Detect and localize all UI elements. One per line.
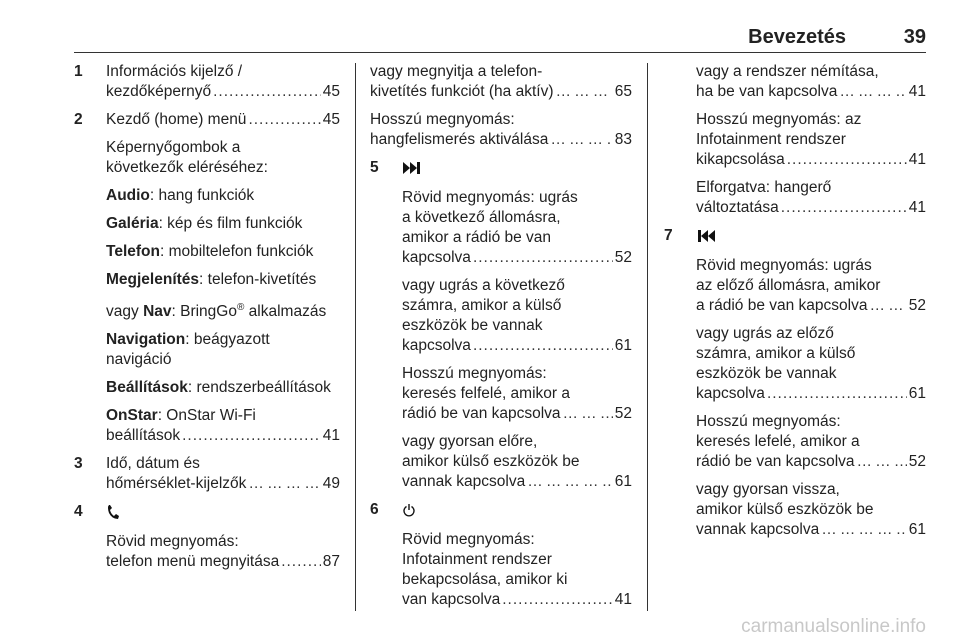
entry-2-intro <box>74 138 340 178</box>
line-text: vannak kapcsolva <box>696 521 820 538</box>
keyword: Megjelenítés <box>106 271 200 288</box>
toc-line <box>696 198 926 218</box>
phone-icon <box>106 504 120 520</box>
line-text: vagy megnyitja a telefon- <box>370 63 543 80</box>
keyword: Telefon <box>106 243 160 260</box>
line-text: kivetítés funkciót (ha aktív) <box>370 83 554 100</box>
toc-line <box>696 452 926 472</box>
line-text: kapcsolva <box>402 337 471 354</box>
column-divider <box>355 63 356 611</box>
toc-line <box>402 248 632 268</box>
line-text: vagy gyorsan előre, <box>402 433 538 450</box>
page-ref: 83 <box>614 131 632 148</box>
entry-number: 3 <box>74 455 83 473</box>
line-text: amikor külső eszközök be <box>402 453 580 470</box>
line-text: Hosszú megnyomás: az <box>696 111 862 128</box>
entry-text: Információs kijelző / <box>106 63 243 80</box>
entry-4-desc <box>74 532 340 572</box>
dot-leader <box>857 452 907 472</box>
entry-number: 4 <box>74 503 83 521</box>
line-text: vagy a rendszer némítása, <box>696 63 879 80</box>
entry-text: Idő, dátum és <box>106 455 200 473</box>
entry-text: Képernyőgombok a <box>106 139 241 156</box>
toc-line <box>106 426 340 446</box>
page-ref: 61 <box>614 473 632 490</box>
page-ref: 41 <box>908 83 926 100</box>
paragraph <box>370 364 632 424</box>
page-ref: 52 <box>614 249 632 266</box>
toc-line <box>106 474 340 494</box>
dot-leader <box>502 590 613 610</box>
item-beallitasok <box>74 378 340 398</box>
line-text: Rövid megnyomás: ugrás <box>696 257 872 274</box>
page-ref: 87 <box>322 553 340 571</box>
watermark: carmanualsonline.info <box>741 616 926 637</box>
paragraph <box>664 62 926 102</box>
page-ref: 52 <box>908 453 926 470</box>
page-ref: 49 <box>322 475 340 493</box>
page-number: 39 <box>903 26 926 48</box>
item-galeria <box>74 214 340 234</box>
line-text: Rövid megnyomás: ugrás <box>402 189 578 206</box>
entry-text: következők eléréséhez: <box>106 159 268 176</box>
toc-line <box>696 296 926 316</box>
entry-text: Kezdő (home) menü <box>106 111 247 128</box>
paragraph <box>370 110 632 150</box>
page-ref: 61 <box>908 521 926 538</box>
dot-leader <box>213 82 321 102</box>
page-header <box>74 0 926 53</box>
page-ref: 65 <box>614 83 632 100</box>
entry-2 <box>74 110 340 130</box>
dot-leader <box>563 404 613 424</box>
page-ref: 41 <box>322 427 340 445</box>
item-megjelenites <box>74 270 340 290</box>
toc-line <box>696 82 926 102</box>
entry-number: 5 <box>370 159 379 176</box>
line-text: az előző állomásra, amikor <box>696 277 881 294</box>
item-text: : beágyazott <box>185 331 270 349</box>
dot-leader <box>527 472 613 492</box>
line-text: számra, amikor a külső <box>696 345 856 362</box>
line-text: amikor külső eszközök be <box>696 501 874 518</box>
toc-line <box>696 520 926 540</box>
item-text: : kép és film funkciók <box>158 215 303 232</box>
line-text: rádió be van kapcsolva <box>696 453 855 470</box>
item-telefon <box>74 242 340 262</box>
line-text: változtatása <box>696 199 779 216</box>
item-text: : OnStar Wi-Fi <box>157 407 256 425</box>
entry-7 <box>664 226 926 246</box>
previous-track-icon <box>696 229 716 243</box>
entry-1 <box>74 62 340 102</box>
item-text: : rendszerbeállítások <box>187 379 331 397</box>
line-text: keresés felfelé, amikor a <box>402 385 570 402</box>
page-ref: 41 <box>908 151 926 168</box>
item-text: navigáció <box>106 351 172 369</box>
line-text: vagy ugrás a következő <box>402 277 565 294</box>
paragraph <box>370 188 632 268</box>
dot-leader <box>473 336 613 356</box>
line-text: eszközök be vannak <box>402 317 543 334</box>
item-text: beállítások <box>106 427 181 445</box>
line-text: vannak kapcsolva <box>402 473 526 490</box>
item-audio <box>74 186 340 206</box>
toc-line <box>402 590 632 610</box>
entry-number: 1 <box>74 63 83 80</box>
line-text: kikapcsolása <box>696 151 785 168</box>
toc-line <box>402 404 632 424</box>
line-text: hangfelismerés aktiválása <box>370 131 549 148</box>
line-text: kapcsolva <box>402 249 471 266</box>
line-text: Hosszú megnyomás: <box>402 365 547 382</box>
entry-text: kezdőképernyő <box>106 83 212 100</box>
line-text: Hosszú megnyomás: <box>696 413 841 430</box>
line-text: Infotainment rendszer <box>696 131 846 148</box>
page-ref: 45 <box>322 111 340 128</box>
entry-number: 2 <box>74 111 83 128</box>
paragraph <box>370 530 632 610</box>
line-text: bekapcsolása, amikor ki <box>402 571 568 588</box>
dot-leader <box>182 426 321 446</box>
line-text: ha be van kapcsolva <box>696 83 838 100</box>
item-text: : mobiltelefon funkciók <box>159 243 314 260</box>
entry-text: hőmérséklet-kijelzők <box>106 475 247 493</box>
paragraph <box>664 480 926 540</box>
paragraph <box>664 412 926 472</box>
dot-leader <box>781 198 907 218</box>
toc-line <box>106 110 340 130</box>
dot-leader <box>767 384 907 404</box>
paragraph <box>370 276 632 356</box>
line-text: a következő állomásra, <box>402 209 561 226</box>
item-onstar <box>74 406 340 446</box>
entry-4 <box>74 502 340 522</box>
keyword: Galéria <box>106 215 159 232</box>
keyword: Navigation <box>106 331 186 349</box>
page-ref: 52 <box>614 405 632 422</box>
paragraph <box>664 256 926 316</box>
page-ref: 41 <box>614 591 632 608</box>
next-track-icon <box>402 161 422 175</box>
line-text: eszközök be vannak <box>696 365 837 382</box>
entry-text: telefon menü megnyitása <box>106 553 280 571</box>
item-navigation <box>74 330 340 370</box>
entry-6 <box>370 500 632 520</box>
dot-leader <box>281 552 321 572</box>
dot-leader <box>839 82 906 102</box>
line-text: vagy gyorsan vissza, <box>696 481 840 498</box>
page-ref: 52 <box>908 297 926 314</box>
column-left <box>74 62 340 580</box>
line-text: vagy ugrás az előző <box>696 325 834 342</box>
page-ref: 61 <box>908 385 926 402</box>
keyword: OnStar <box>106 407 158 425</box>
keyword: Beállítások <box>106 379 188 397</box>
line-text: számra, amikor a külső <box>402 297 562 314</box>
item-text: alkalmazás <box>244 303 327 321</box>
line-text: amikor a rádió be van <box>402 229 552 246</box>
paragraph <box>664 178 926 218</box>
page-ref: 41 <box>908 199 926 216</box>
dot-leader <box>869 296 906 316</box>
line-text: Elforgatva: hangerő <box>696 179 832 196</box>
toc-line <box>696 150 926 170</box>
entry-3 <box>74 454 340 494</box>
dot-leader <box>248 110 320 130</box>
entry-number: 7 <box>664 227 673 244</box>
line-text: a rádió be van kapcsolva <box>696 297 868 314</box>
line-text: kapcsolva <box>696 385 765 402</box>
paragraph <box>664 110 926 170</box>
column-middle <box>370 62 632 618</box>
toc-line <box>402 336 632 356</box>
line-text: Infotainment rendszer <box>402 551 552 568</box>
dot-leader <box>556 82 613 102</box>
column-divider <box>647 63 648 611</box>
page-ref: 61 <box>614 337 632 354</box>
paragraph <box>370 62 632 102</box>
page-ref: 45 <box>322 83 340 100</box>
toc-line <box>370 130 632 150</box>
dot-leader <box>787 150 907 170</box>
dot-leader <box>821 520 907 540</box>
line-text: Rövid megnyomás: <box>402 531 535 548</box>
keyword: Nav <box>143 303 172 321</box>
item-text: vagy <box>106 303 144 321</box>
toc-line <box>402 472 632 492</box>
paragraph <box>664 324 926 404</box>
paragraph <box>370 432 632 492</box>
entry-number: 6 <box>370 501 379 518</box>
toc-line <box>370 82 632 102</box>
item-text: : hang funkciók <box>149 187 255 204</box>
entry-text: Rövid megnyomás: <box>106 533 239 551</box>
toc-line <box>106 552 340 572</box>
toc-line <box>696 384 926 404</box>
line-text: Hosszú megnyomás: <box>370 111 515 128</box>
entry-5 <box>370 158 632 178</box>
dot-leader <box>473 248 613 268</box>
keyword: Audio <box>106 187 150 204</box>
line-text: keresés lefelé, amikor a <box>696 433 860 450</box>
toc-line <box>106 82 340 102</box>
item-text: : telefon-kivetítés <box>199 271 317 288</box>
line-text: van kapcsolva <box>402 591 501 608</box>
column-right <box>664 62 926 548</box>
section-title: Bevezetés <box>748 26 846 48</box>
line-text: rádió be van kapcsolva <box>402 405 561 422</box>
power-icon <box>402 503 416 517</box>
dot-leader <box>550 130 612 150</box>
registered-mark: ® <box>236 302 245 313</box>
item-nav <box>74 298 340 322</box>
item-text: : BringGo <box>171 303 237 321</box>
dot-leader <box>248 474 320 494</box>
